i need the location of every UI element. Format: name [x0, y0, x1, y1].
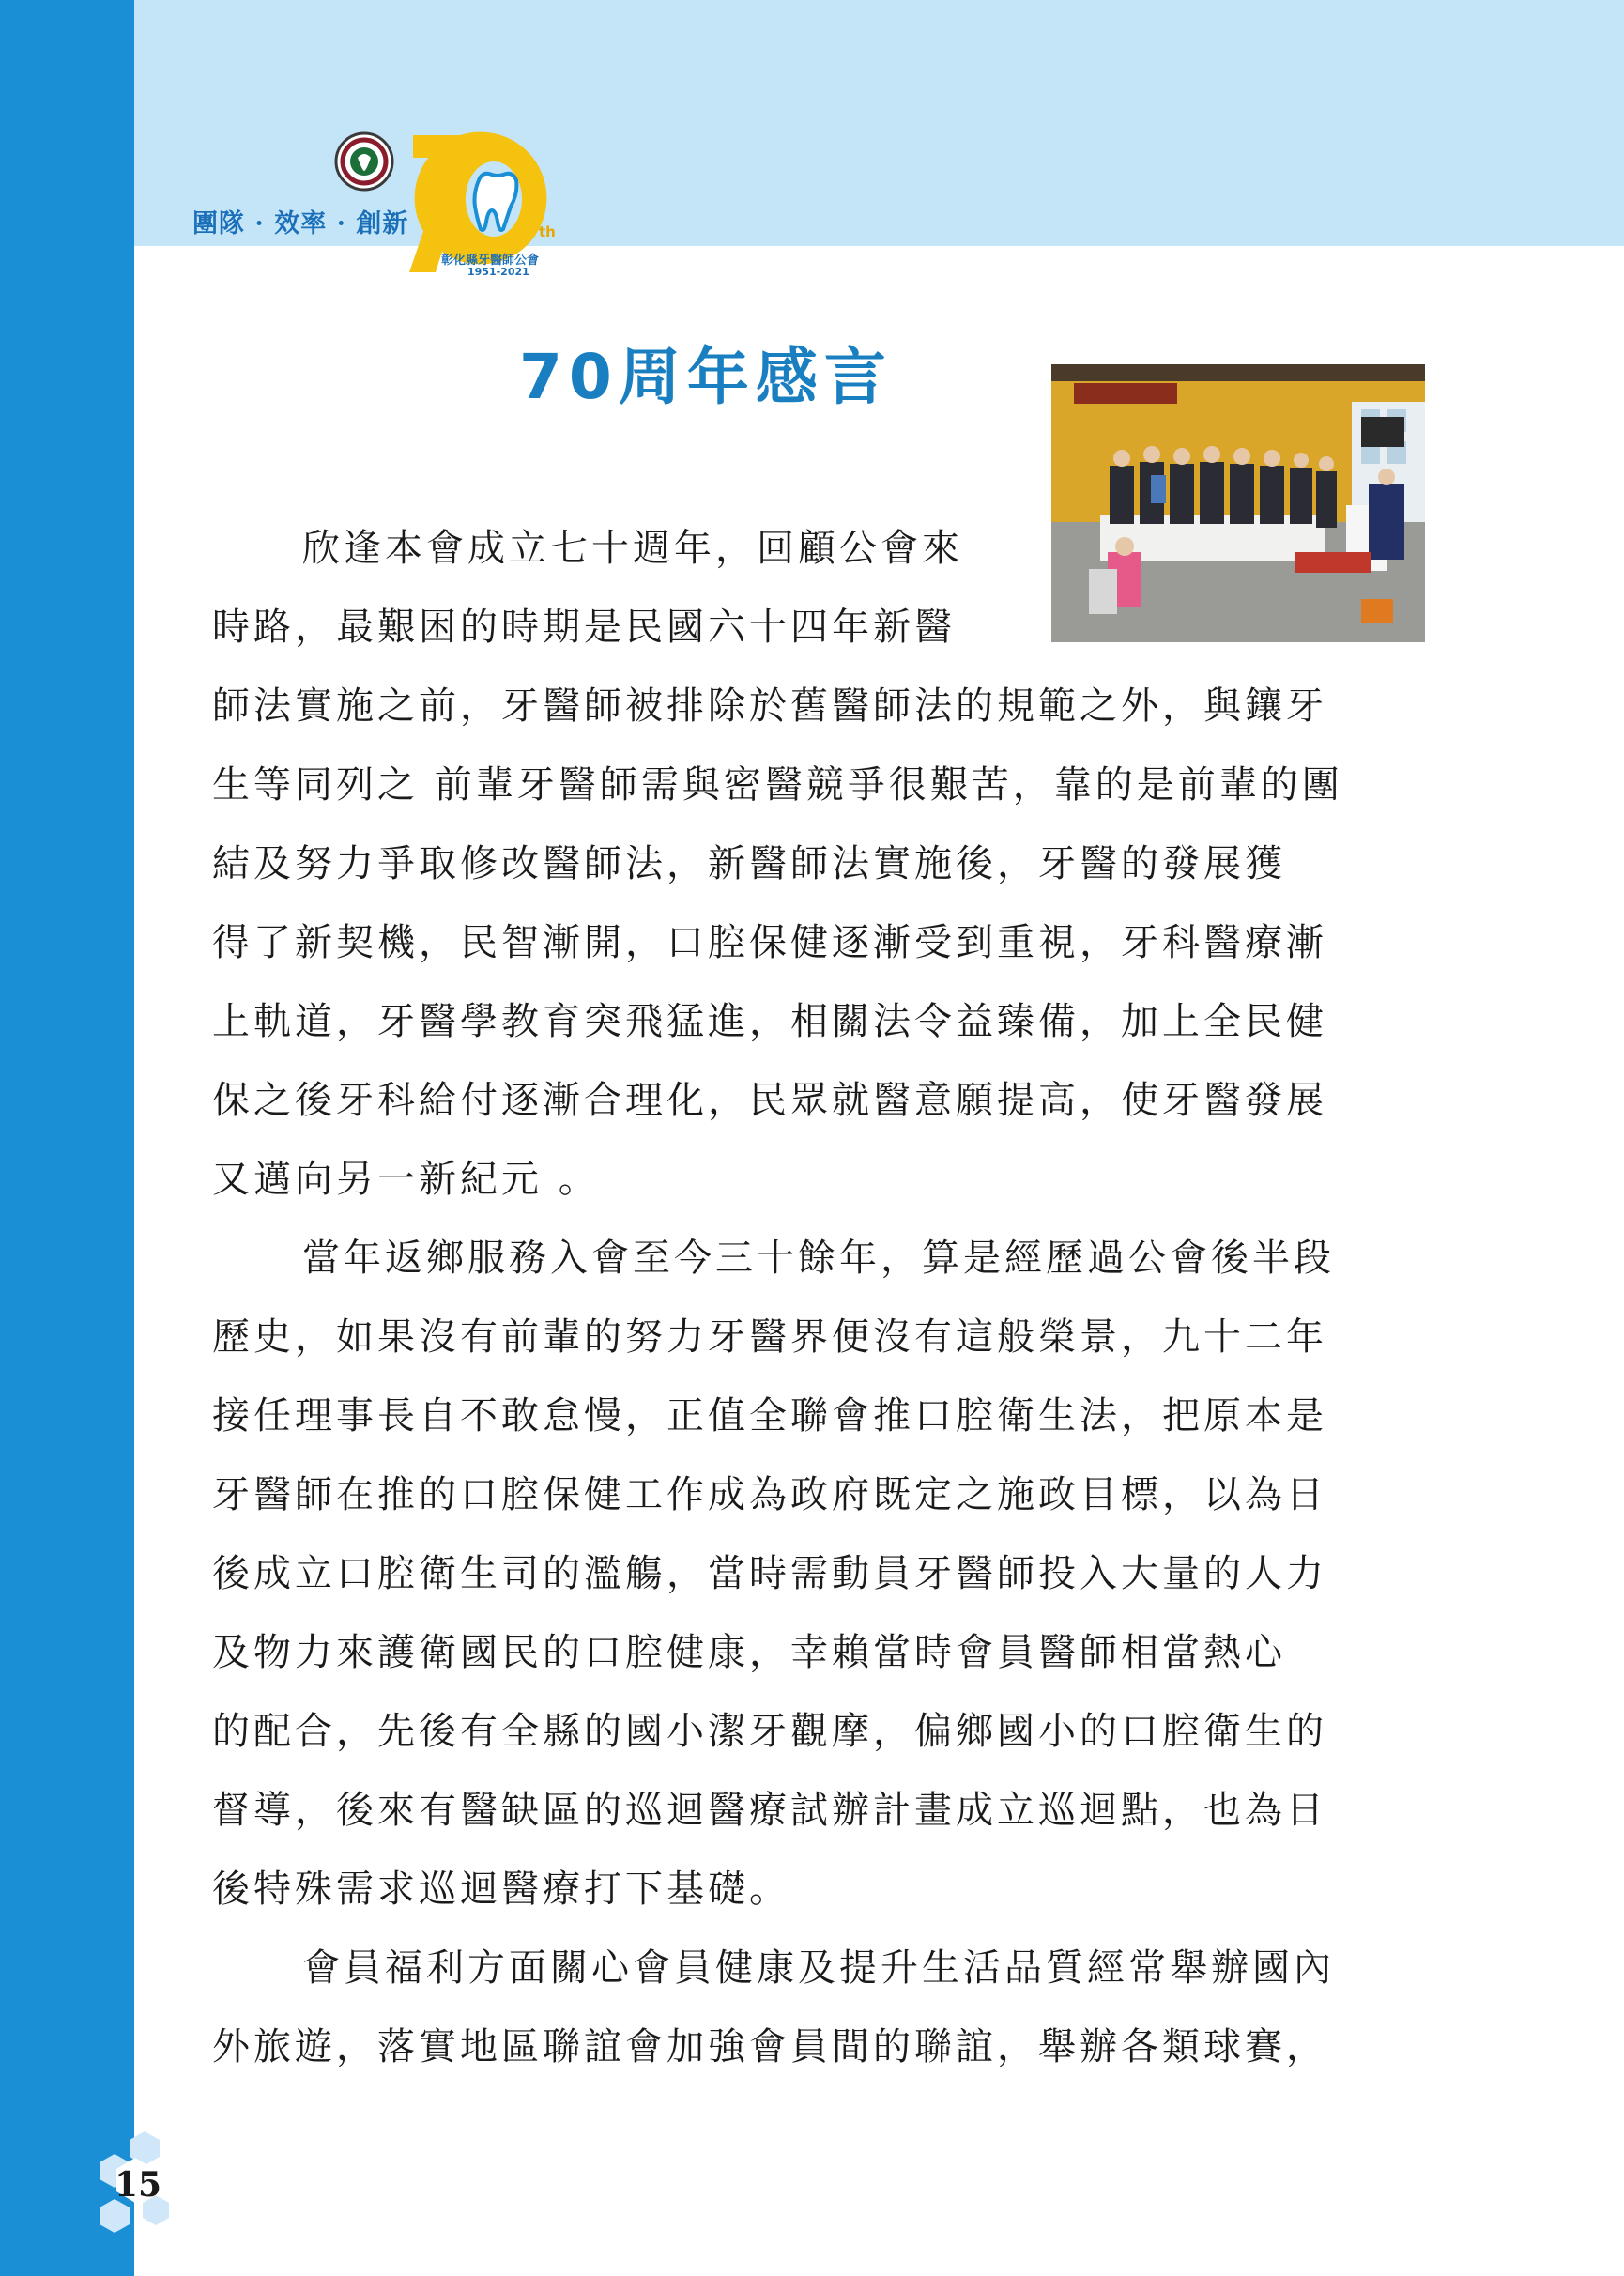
paragraph: [212, 1219, 1432, 1929]
text-line: 欣逢本會成立七十週年，回顧公會來: [302, 527, 963, 570]
text-line: 後成立口腔衛生司的濫觴，當時需動員牙醫師投入大量的人力: [212, 1552, 1327, 1595]
text-line: 外旅遊，落實地區聯誼會加強會員間的聯誼，舉辦各類球賽，: [212, 2025, 1327, 2068]
page-title: 70周年感言: [519, 341, 893, 413]
paragraph: [212, 1929, 1432, 2086]
page-number-badge: [92, 2130, 176, 2235]
text-line: 會員福利方面關心會員健康及提升生活品質經常舉辦國內: [302, 1946, 1335, 1990]
text-line: 師法實施之前，牙醫師被排除於舊醫師法的規範之外，與鑲牙: [212, 684, 1327, 728]
text-line: 及物力來護衛國民的口腔健康，幸賴當時會員醫師相當熱心: [212, 1631, 1286, 1674]
text-line: 後特殊需求巡迴醫療打下基礎。: [212, 1868, 790, 1911]
anniversary-logo: [392, 120, 573, 282]
text-line: 上軌道，牙醫學教育突飛猛進，相關法令益臻備，加上全民健: [212, 1000, 1327, 1043]
association-emblem-icon: [334, 131, 394, 192]
logo-suffix: th: [539, 223, 556, 240]
left-color-bar: [0, 0, 134, 2276]
text-line: 時路，最艱困的時期是民國六十四年新醫: [212, 606, 956, 649]
text-line: 得了新契機，民智漸開，口腔保健逐漸受到重視，牙科醫療漸: [212, 921, 1327, 964]
logo-organization: 彰化縣牙醫師公會: [441, 254, 540, 268]
text-line: 又邁向另一新紀元 。: [212, 1158, 600, 1201]
paragraph: [212, 509, 1432, 1219]
text-line: 歷史，如果沒有前輩的努力牙醫界便沒有這般榮景，九十二年: [212, 1315, 1327, 1359]
slogan-text: 團隊 · 效率 · 創新: [192, 209, 409, 238]
text-line: 生等同列之 前輩牙醫師需與密醫競爭很艱苦，靠的是前輩的團: [212, 763, 1343, 807]
article-body: [212, 509, 1432, 2086]
text-line: 的配合，先後有全縣的國小潔牙觀摩，偏鄉國小的口腔衛生的: [212, 1710, 1327, 1753]
text-line: 牙醫師在推的口腔保健工作成為政府既定之施政目標，以為日: [212, 1473, 1327, 1516]
logo-years: 1951-2021: [467, 266, 529, 278]
text-line: 保之後牙科給付逐漸合理化，民眾就醫意願提高，使牙醫發展: [212, 1079, 1327, 1122]
page-number: 15: [115, 2165, 162, 2205]
text-line: 當年返鄉服務入會至今三十餘年，算是經歷過公會後半段: [302, 1237, 1335, 1280]
text-line: 督導，後來有醫缺區的巡迴醫療試辦計畫成立巡迴點，也為日: [212, 1789, 1327, 1832]
text-line: 結及努力爭取修改醫師法，新醫師法實施後，牙醫的發展獲: [212, 842, 1286, 885]
text-line: 接任理事長自不敢怠慢，正值全聯會推口腔衛生法，把原本是: [212, 1394, 1327, 1438]
